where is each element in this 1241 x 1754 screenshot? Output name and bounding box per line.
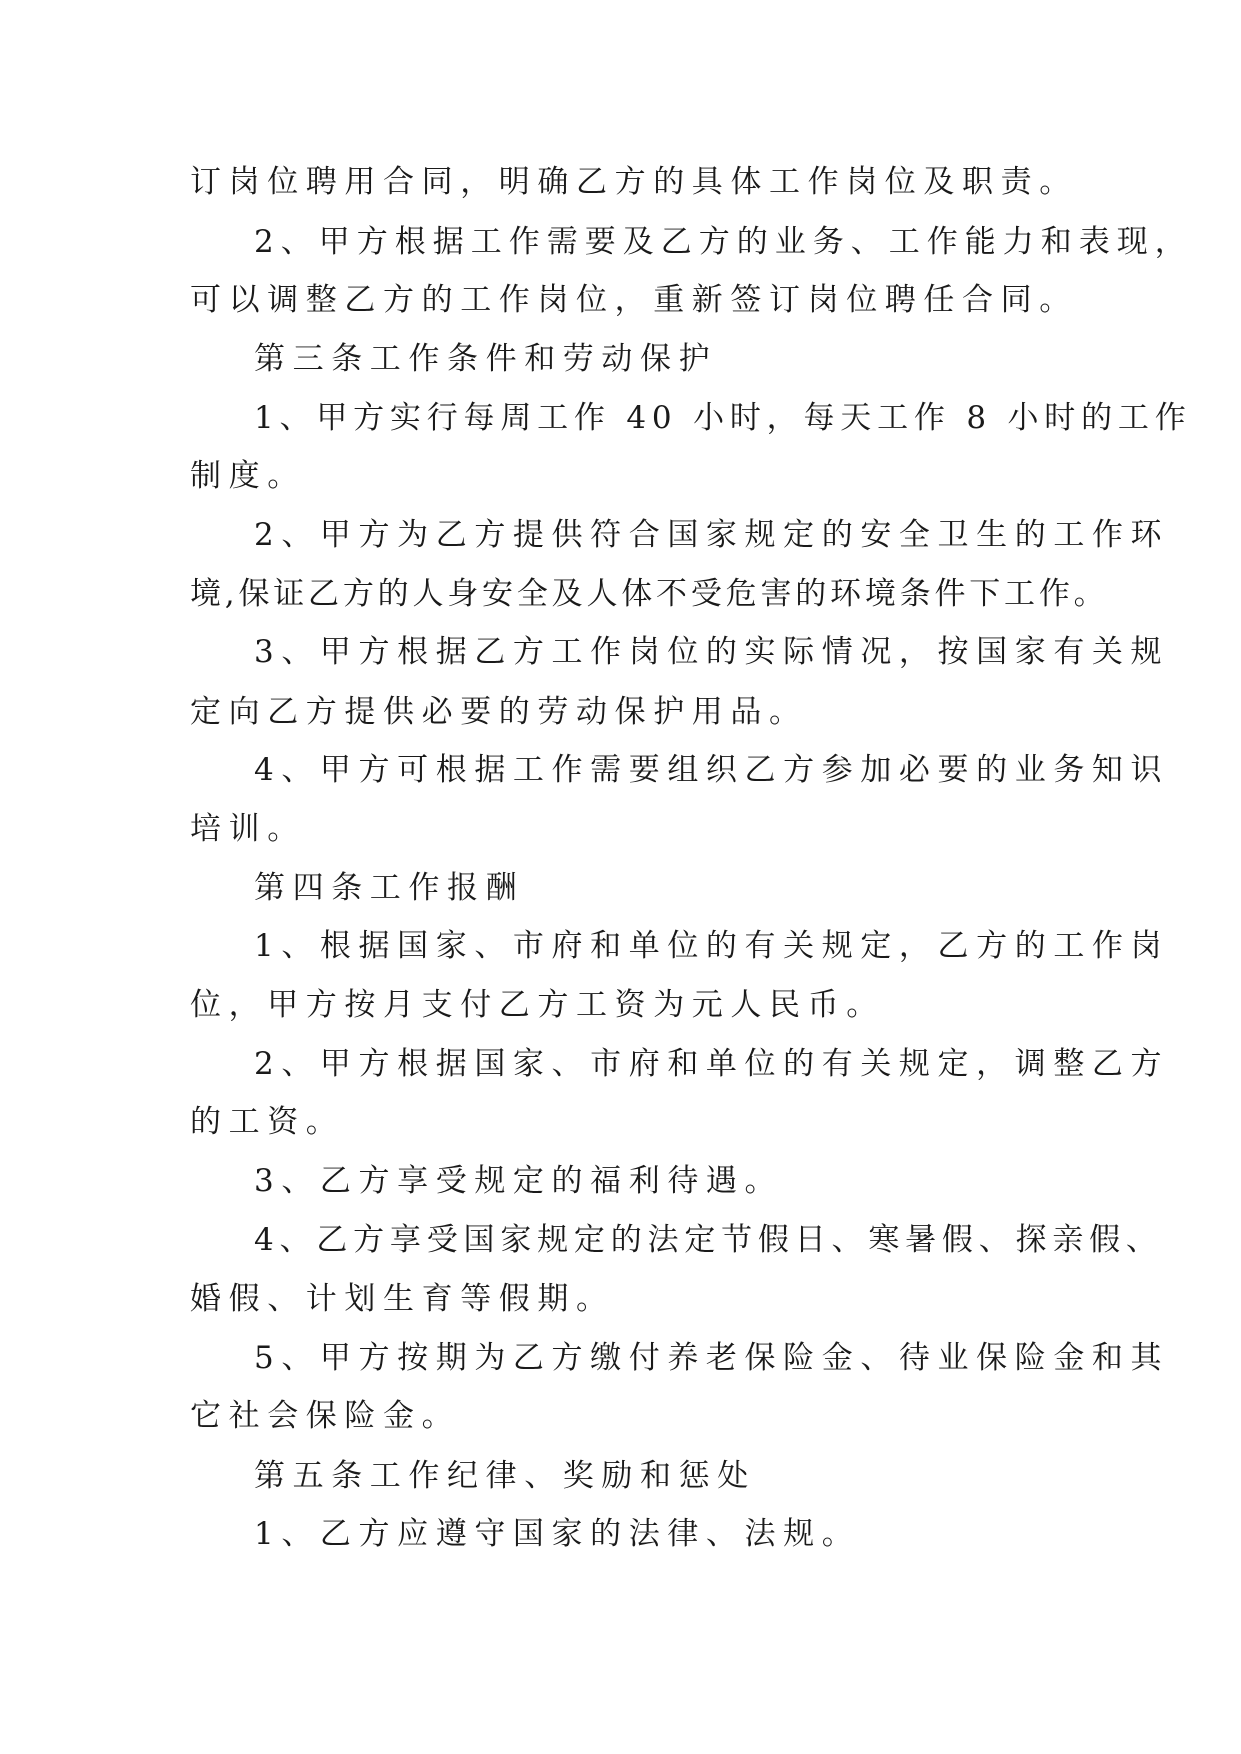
text-line: 婚假、计划生育等假期。 bbox=[190, 1281, 615, 1317]
text-line: 可以调整乙方的工作岗位，重新签订岗位聘任合同。 bbox=[190, 282, 1078, 318]
text-line: 位，甲方按月支付乙方工资为元人民币。 bbox=[190, 987, 885, 1023]
section-heading: 第五条工作纪律、奖励和惩处 bbox=[254, 1458, 756, 1494]
text-line: 制度。 bbox=[190, 458, 306, 494]
text-line: 1、乙方应遵守国家的法律、法规。 bbox=[254, 1516, 861, 1552]
text-line: 培训。 bbox=[190, 811, 306, 847]
text-line: 它社会保险金。 bbox=[190, 1398, 461, 1434]
text-line: 定向乙方提供必要的劳动保护用品。 bbox=[190, 694, 808, 730]
text-line: 4、甲方可根据工作需要组织乙方参加必要的业务知识 bbox=[254, 752, 1170, 788]
section-heading: 第四条工作报酬 bbox=[254, 870, 525, 906]
section-heading: 第三条工作条件和劳动保护 bbox=[254, 341, 718, 377]
text-line: 5、甲方按期为乙方缴付养老保险金、待业保险金和其 bbox=[254, 1340, 1170, 1376]
text-line: 订岗位聘用合同，明确乙方的具体工作岗位及职责。 bbox=[190, 164, 1078, 200]
text-line: 2、甲方根据工作需要及乙方的业务、工作能力和表现， bbox=[254, 224, 1193, 260]
text-line: 境,保证乙方的人身安全及人体不受危害的环境条件下工作。 bbox=[190, 576, 1109, 612]
text-line: 2、甲方根据国家、市府和单位的有关规定，调整乙方 bbox=[254, 1046, 1170, 1082]
text-line: 2、甲方为乙方提供符合国家规定的安全卫生的工作环 bbox=[254, 517, 1170, 553]
text-line: 1、甲方实行每周工作 40 小时，每天工作 8 小时的工作 bbox=[254, 400, 1192, 436]
text-line: 1、根据国家、市府和单位的有关规定，乙方的工作岗 bbox=[254, 928, 1170, 964]
text-line: 的工资。 bbox=[190, 1104, 345, 1140]
text-line: 3、甲方根据乙方工作岗位的实际情况，按国家有关规 bbox=[254, 634, 1170, 670]
text-line: 4、乙方享受国家规定的法定节假日、寒暑假、探亲假、 bbox=[254, 1222, 1163, 1258]
text-line: 3、乙方享受规定的福利待遇。 bbox=[254, 1163, 784, 1199]
